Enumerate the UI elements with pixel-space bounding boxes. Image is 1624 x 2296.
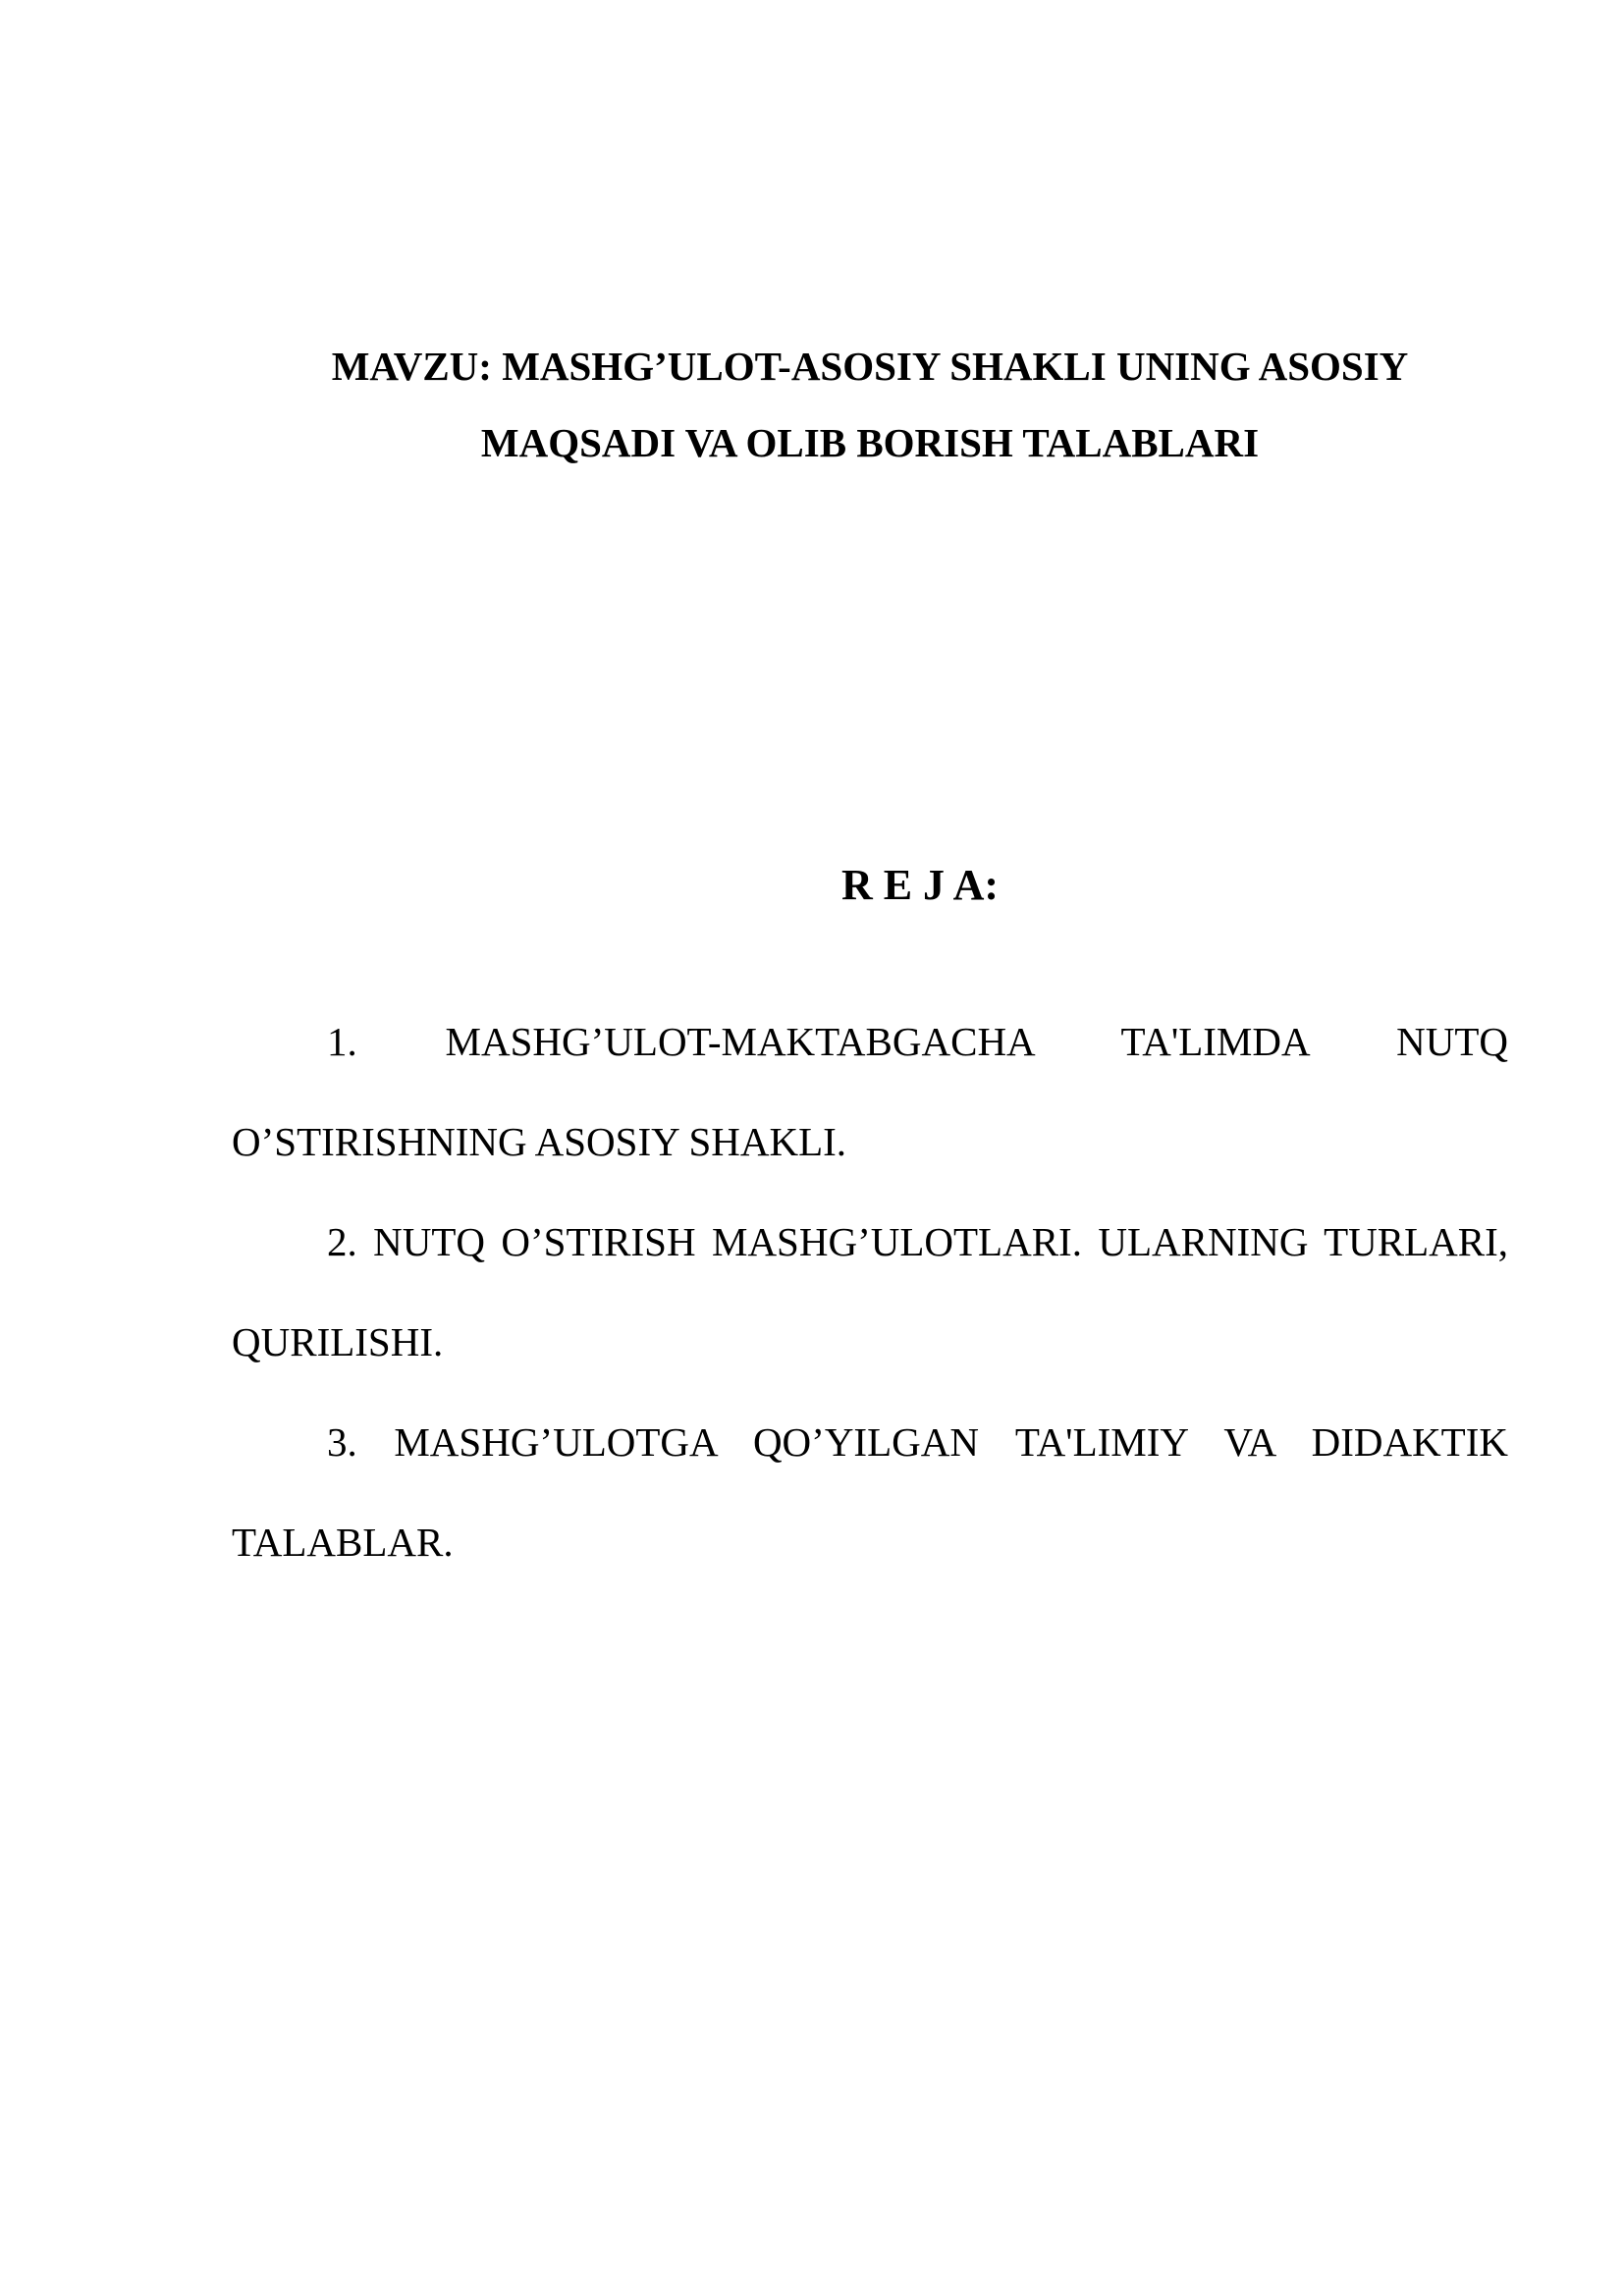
plan-item-1: 1. MASHG’ULOT-MAKTABGACHA TA'LIMDA NUTQ O’STIRISHNING ASOSIY SHAKLI.	[232, 1019, 1508, 1164]
title-line-1: MAVZU: MASHG’ULOT-ASOSIY SHAKLI UNING ASOSIY	[331, 344, 1409, 389]
plan-heading: R E J A:	[840, 861, 1000, 909]
document-title	[232, 328, 1508, 481]
title-line-2: MAQSADI VA OLIB BORISH TALABLARI	[480, 420, 1260, 465]
plan-item-2: 2. NUTQ O’STIRISH MASHG’ULOTLARI. ULARNING TURLARI, QURILISHI.	[232, 1219, 1508, 1364]
plan-item-3: 3. MASHG’ULOTGA QO’YILGAN TA'LIMIY VA DIDAKTIK TALABLAR.	[232, 1419, 1508, 1565]
plan-list	[232, 991, 1508, 1592]
